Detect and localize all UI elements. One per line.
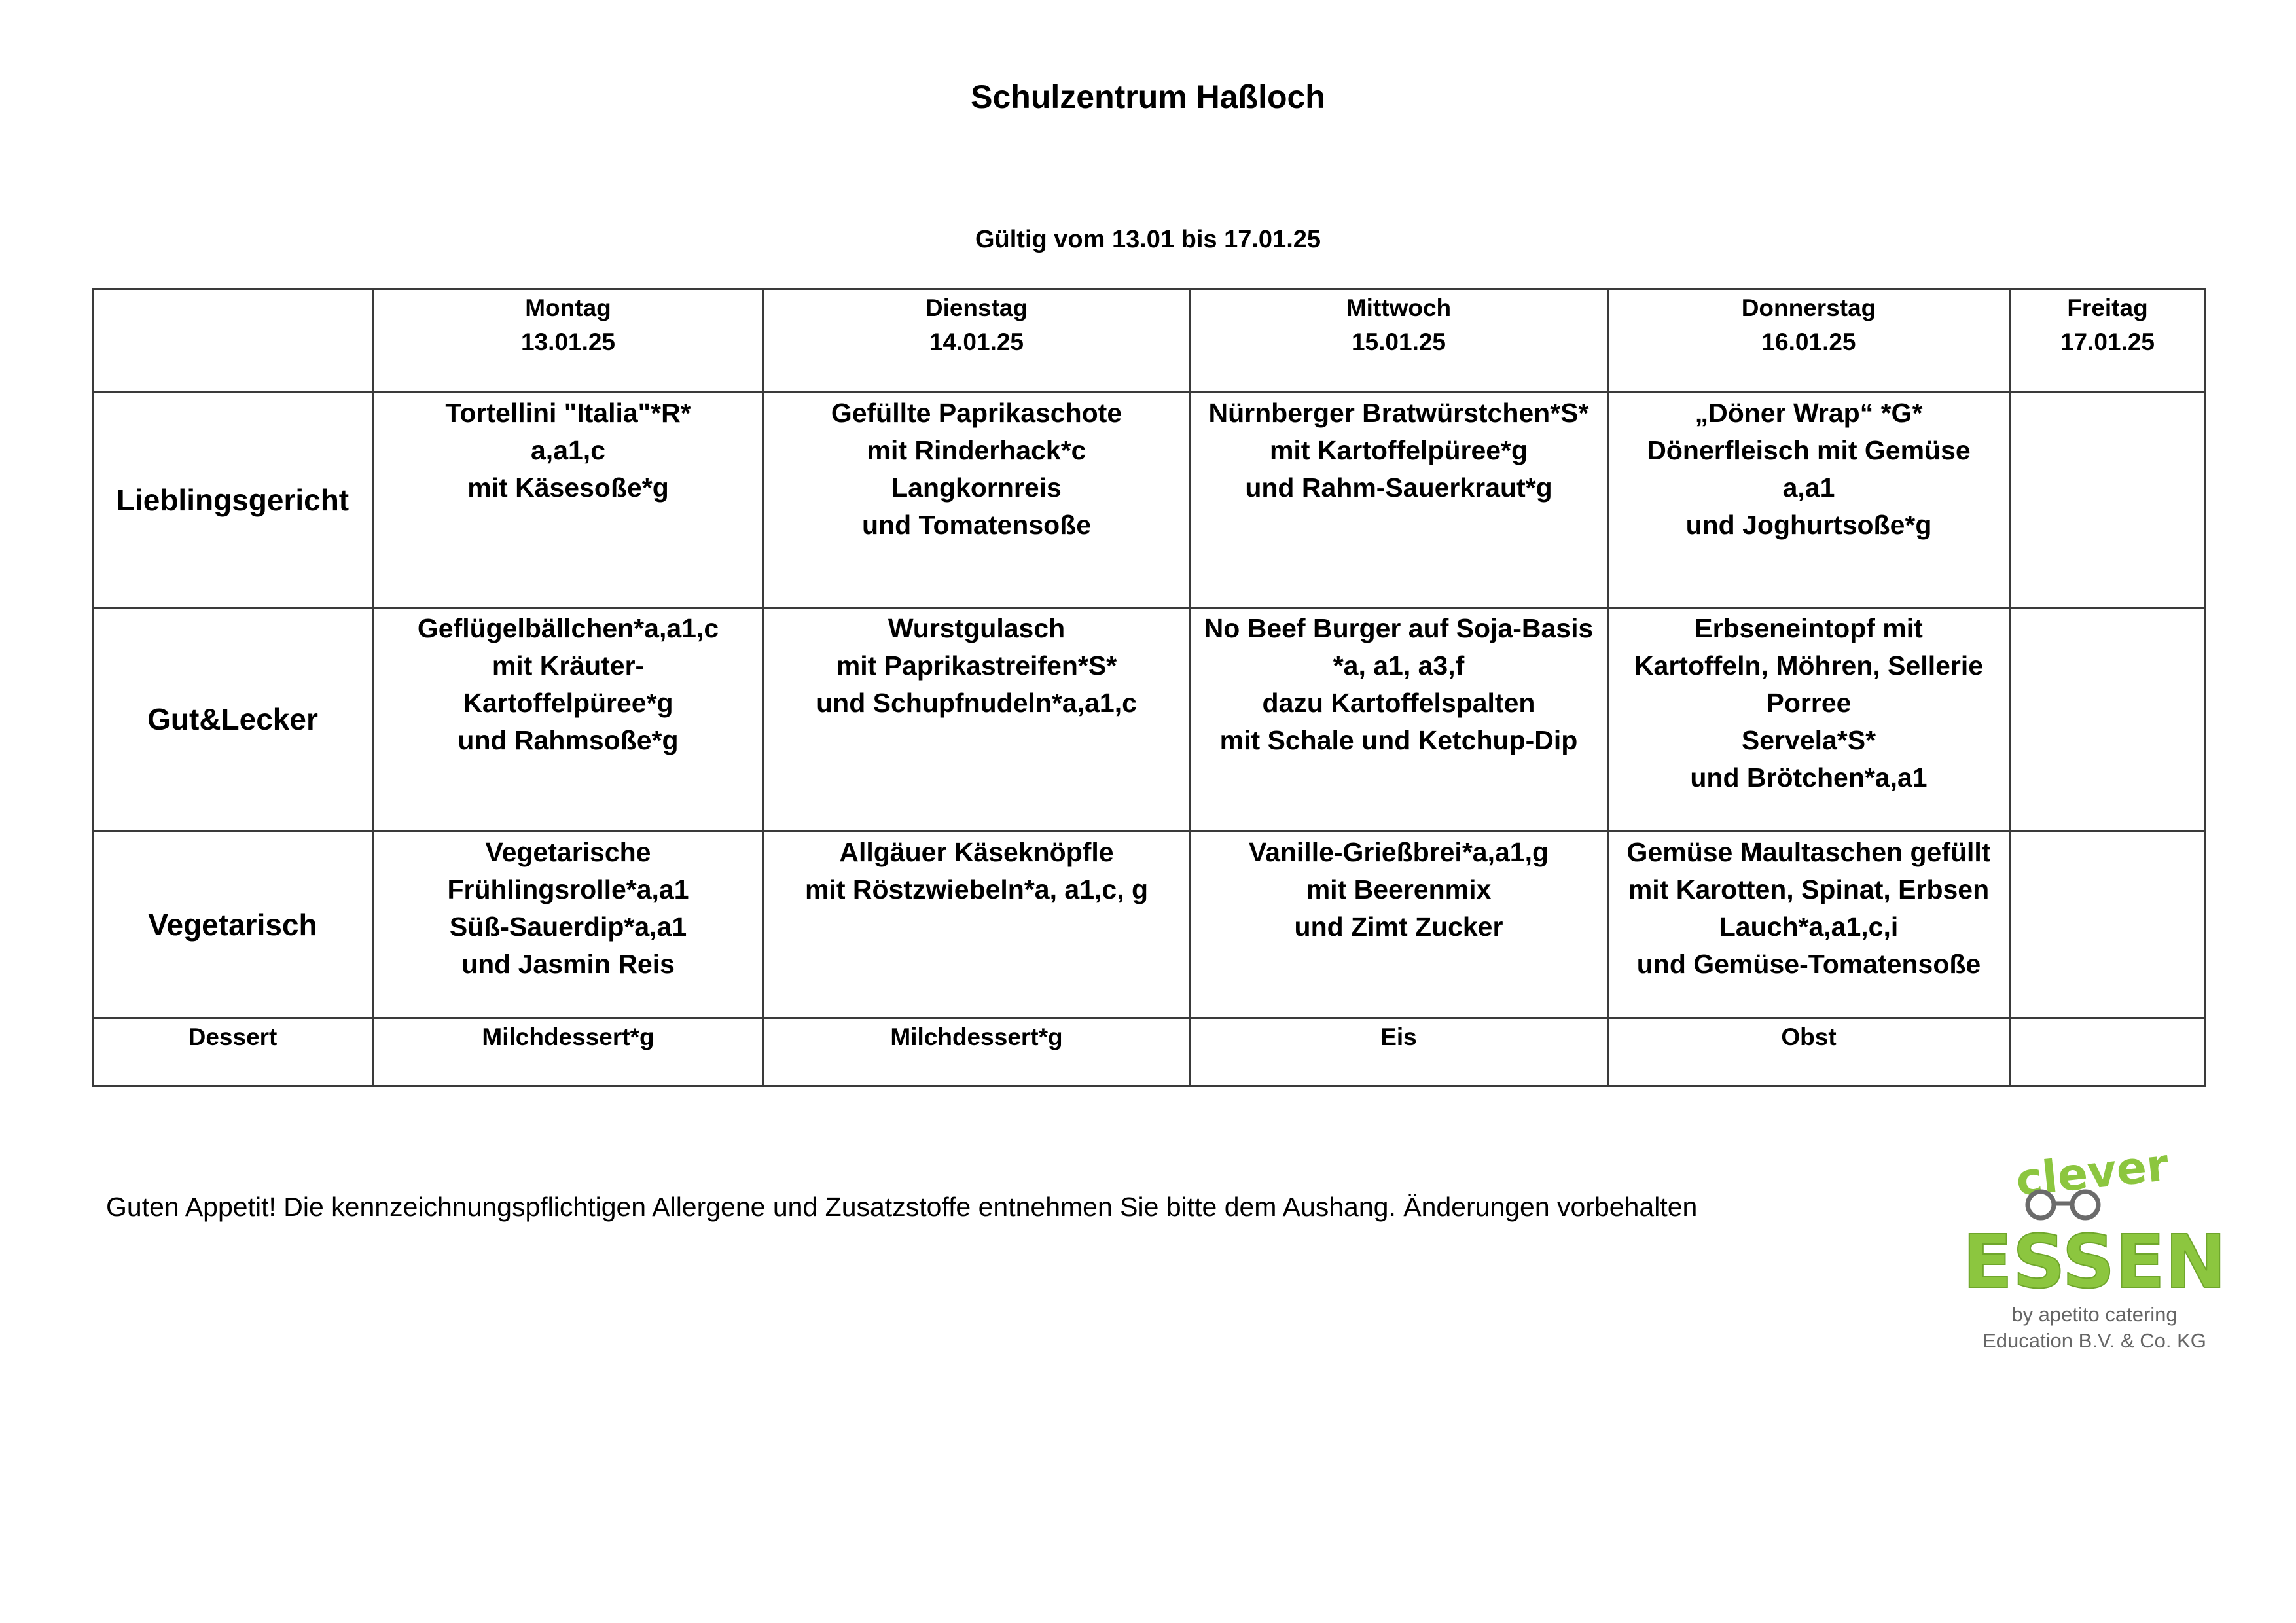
meal-line: Allgäuer Käseknöpfle [839, 837, 1114, 867]
day-date: 17.01.25 [2060, 329, 2155, 355]
logo-word-main: ESSEN [1962, 1220, 2227, 1305]
meal-line: Milchdessert*g [890, 1024, 1063, 1050]
meal-line: mit Käsesoße*g [467, 473, 669, 503]
meal-cell [1608, 608, 2010, 832]
meal-cell [373, 608, 764, 832]
meal-line: und Zimt Zucker [1294, 912, 1503, 942]
meal-line: Gefüllte Paprikaschote [831, 398, 1122, 428]
meal-cell [1608, 393, 2010, 608]
meal-line: und Rahm-Sauerkraut*g [1245, 473, 1552, 503]
logo-word-top: clever [2013, 1139, 2172, 1207]
day-name: Freitag [2067, 294, 2148, 321]
meal-line: Milchdessert*g [482, 1024, 655, 1050]
table-row [93, 832, 2206, 1018]
logo-graphic [1962, 1139, 2227, 1305]
day-date: 13.01.25 [520, 329, 616, 355]
meal-line: Eis [1380, 1024, 1417, 1050]
table-row [93, 393, 2206, 608]
meal-line: mit Schale und Ketchup-Dip [1219, 725, 1578, 755]
meal-line: Gemüse Maultaschen gefüllt [1626, 837, 1991, 867]
meal-cell [764, 393, 1190, 608]
dessert-cell-empty [2010, 1018, 2206, 1086]
meal-line: Vanille-Grießbrei*a,a1,g [1248, 837, 1549, 867]
meal-line: und Jasmin Reis [461, 949, 675, 979]
meal-line: Frühlingsrolle*a,a1 [447, 874, 689, 904]
meal-line: Lauch*a,a1,c,i [1719, 912, 1899, 942]
row-label: Vegetarisch [93, 832, 373, 1018]
meal-cell [1190, 608, 1608, 832]
clever-essen-logo [1962, 1139, 2227, 1358]
meal-line: und Schupfnudeln*a,a1,c [816, 688, 1137, 718]
footer-note: Guten Appetit! Die kennzeichnungspflichtigen Allergene und Zusatzstoffe entnehmen Sie bitte dem Aushang. Änderungen vorbehalten [106, 1192, 1698, 1222]
meal-line: und Joghurtsoße*g [1685, 510, 1932, 540]
day-header [2010, 289, 2206, 393]
meal-line: und Rahmsoße*g [457, 725, 679, 755]
row-label: Gut&Lecker [93, 608, 373, 832]
meal-line: Süß-Sauerdip*a,a1 [449, 912, 687, 942]
meal-line: und Gemüse-Tomatensoße [1636, 949, 1981, 979]
day-date: 15.01.25 [1351, 329, 1446, 355]
meal-cell [373, 393, 764, 608]
meal-cell [1190, 832, 1608, 1018]
meal-line: *a, a1, a3,f [1333, 651, 1465, 681]
page-title: Schulzentrum Haßloch [971, 79, 1325, 115]
meal-line: mit Rinderhack*c [867, 435, 1086, 465]
meal-cell-empty [2010, 608, 2206, 832]
header-empty-cell [93, 289, 373, 393]
meal-line: Langkornreis [891, 473, 1062, 503]
logo-sub-line2: Education B.V. & Co. KG [1982, 1329, 2206, 1352]
meal-line: Obst [1781, 1024, 1837, 1050]
meal-line: Vegetarische [485, 837, 651, 867]
dessert-cell [1608, 1018, 2010, 1086]
meal-cell [1190, 393, 1608, 608]
day-name: Dienstag [925, 294, 1028, 321]
dessert-cell [1190, 1018, 1608, 1086]
logo-sub-line1: by apetito catering [2011, 1303, 2178, 1326]
meal-line: mit Röstzwiebeln*a, a1,c, g [804, 874, 1149, 904]
meal-line: mit Beerenmix [1306, 874, 1492, 904]
meal-line: Tortellini "Italia"*R* [445, 398, 691, 428]
day-header [764, 289, 1190, 393]
dessert-cell [764, 1018, 1190, 1086]
meal-line: mit Paprikastreifen*S* [836, 651, 1117, 681]
row-label: Lieblingsgericht [93, 393, 373, 608]
day-header [373, 289, 764, 393]
meal-cell [1608, 832, 2010, 1018]
meal-cell [373, 832, 764, 1018]
meal-line: Geflügelbällchen*a,a1,c [417, 613, 719, 643]
meal-cell [764, 608, 1190, 832]
day-header [1190, 289, 1608, 393]
meal-line: Wurstgulasch [888, 613, 1066, 643]
table-row [93, 1018, 2206, 1086]
meal-line: Nürnberger Bratwürstchen*S* [1208, 398, 1589, 428]
meal-line: mit Kartoffelpüree*g [1269, 435, 1528, 465]
meal-cell [764, 832, 1190, 1018]
meal-line: und Tomatensoße [861, 510, 1092, 540]
day-name: Donnerstag [1741, 294, 1876, 321]
meal-line: No Beef Burger auf Soja-Basis [1204, 613, 1594, 643]
menu-table [92, 288, 2206, 1087]
meal-line: dazu Kartoffelspalten [1262, 688, 1535, 718]
meal-line: Erbseneintopf mit [1695, 613, 1923, 643]
meal-line: Kartoffeln, Möhren, Sellerie [1634, 651, 1984, 681]
validity-period: Gültig vom 13.01 bis 17.01.25 [975, 226, 1321, 253]
meal-line: „Döner Wrap“ *G* [1695, 398, 1923, 428]
meal-line: und Brötchen*a,a1 [1690, 762, 1928, 793]
day-name: Montag [525, 294, 611, 321]
day-date: 14.01.25 [929, 329, 1024, 355]
meal-line: a,a1,c [531, 435, 605, 465]
table-header-row [93, 289, 2206, 393]
meal-line: a,a1 [1782, 473, 1835, 503]
table-row [93, 608, 2206, 832]
row-label: Dessert [93, 1018, 373, 1086]
day-header [1608, 289, 2010, 393]
meal-line: Kartoffelpüree*g [463, 688, 673, 718]
meal-line: mit Karotten, Spinat, Erbsen [1628, 874, 1990, 904]
dessert-cell [373, 1018, 764, 1086]
meal-line: Porree [1766, 688, 1852, 718]
meal-cell-empty [2010, 832, 2206, 1018]
meal-line: Servela*S* [1741, 725, 1876, 755]
day-date: 16.01.25 [1761, 329, 1856, 355]
meal-line: Dönerfleisch mit Gemüse [1647, 435, 1971, 465]
meal-line: mit Kräuter- [492, 651, 645, 681]
meal-cell-empty [2010, 393, 2206, 608]
day-name: Mittwoch [1346, 294, 1452, 321]
